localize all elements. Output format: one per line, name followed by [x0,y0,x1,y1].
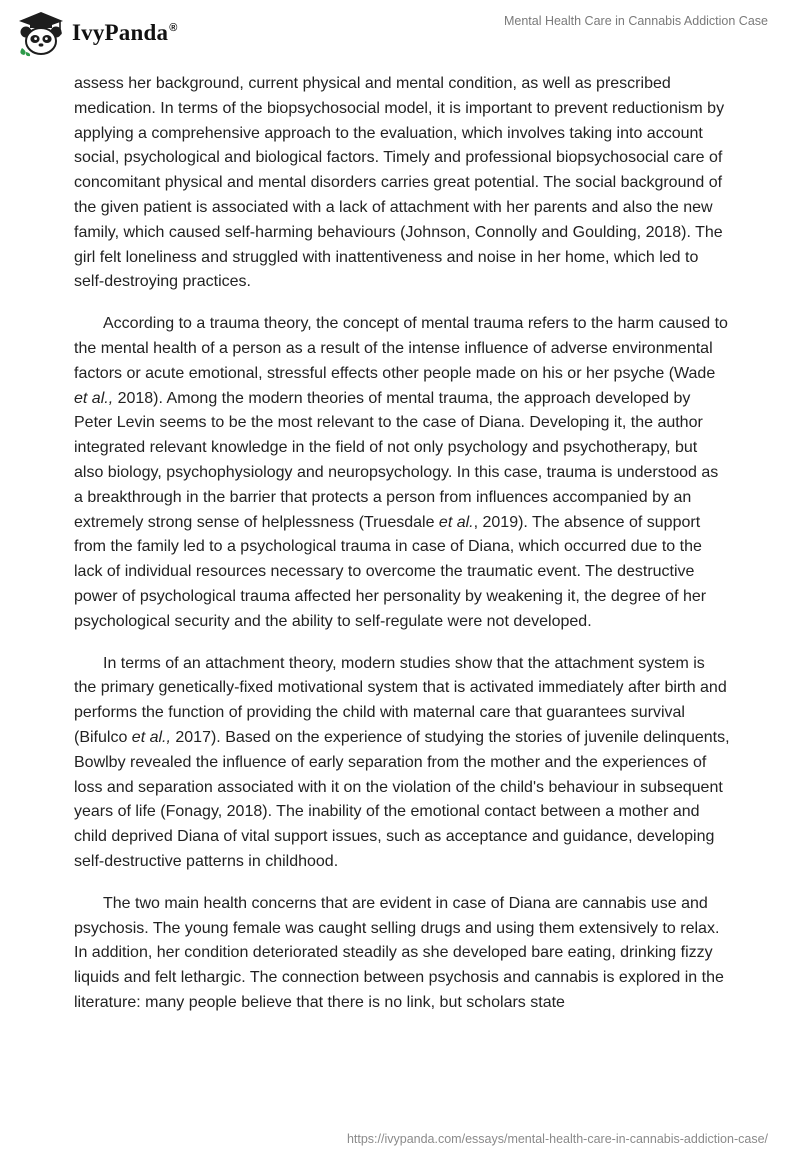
logo-text: IvyPanda® [72,20,178,45]
panda-graduation-cap-logo-icon [16,8,66,58]
citation-et-al: et al. [438,513,474,531]
source-url[interactable]: https://ivypanda.com/essays/mental-health-care-in-cannabis-addiction-case/ [346,1132,768,1146]
essay-body [74,72,730,1016]
citation-et-al: et al., [131,728,171,746]
registered-mark: ® [169,22,178,35]
page-header [0,0,800,70]
paragraph-3: In terms of an attachment theory, modern studies show that the attachment system is the primary genetically-fixed motivational system that is activated immediately after birth and performs the function of providing the child with maternal care that guarantees survival (Bifulco et al., 2017). Based on the experience of studying the stories of juvenile delinquents, Bowlby revealed the influence of early separation from the mother and the experiences of loss and separation associated with it on the violation of the child's behaviour in subsequent years of life (Fonagy, 2018). The inability of the emotional contact between a mother and child deprived Diana of vital support issues, such as acceptance and guidance, developing self-destructive patterns in childhood. [74,654,730,870]
citation-et-al: et al., [74,389,114,407]
paragraph-4: The two main health concerns that are evident in case of Diana are cannabis use and psychosis. The young female was caught selling drugs and using them extensively to relax. In addition, her condition deteriorated steadily as she developed bare eating, drinking fizzy liquids and felt lethargic. The connection between psychosis and cannabis is explored in the literature: many people believe that there is no link, but scholars state [74,894,724,1011]
ivypanda-logo[interactable] [16,8,178,58]
document-title: Mental Health Care in Cannabis Addiction Case [503,14,768,28]
paragraph-2: According to a trauma theory, the concept of mental trauma refers to the harm caused to the mental health of a person as a result of the intense influence of adverse environmental factors or acute emotional, stressful effects other people made on his or her psyche (Wade et al., 2018). Among the modern theories of mental trauma, the approach developed by Peter Levin seems to be the most relevant to the case of Diana. Developing it, the author integrated relevant knowledge in the field of not only psychology and psychotherapy, but also biology, psychophysiology and neuropsychology. In this case, trauma is understood as a breakthrough in the barrier that protects a person from influences accompanied by an extremely strong sense of helplessness (Truesdale et al., 2019). The absence of support from the family led to a psychological trauma in case of Diana, which occurred due to the lack of individual resources necessary to overcome the traumatic event. The destructive power of psychological trauma affected her personality by weakening it, the degree of her psychological security and the ability to self-regulate were not developed. [74,315,728,630]
paragraph-1: assess her background, current physical and mental condition, as well as prescribed medication. In terms of the biopsychosocial model, it is important to prevent reductionism by applying a comprehensive approach to the evaluation, which involves taking into account social, psychological and biological factors. Timely and professional biopsychosocial care of concomitant physical and mental disorders carries great potential. The social background of the given patient is associated with a lack of attachment with her parents and also the new family, which caused self-harming behaviours (Johnson, Connolly and Goulding, 2018). The girl felt loneliness and struggled with inattentiveness and noise in her home, which led to self-destroying practices. [74,75,725,291]
